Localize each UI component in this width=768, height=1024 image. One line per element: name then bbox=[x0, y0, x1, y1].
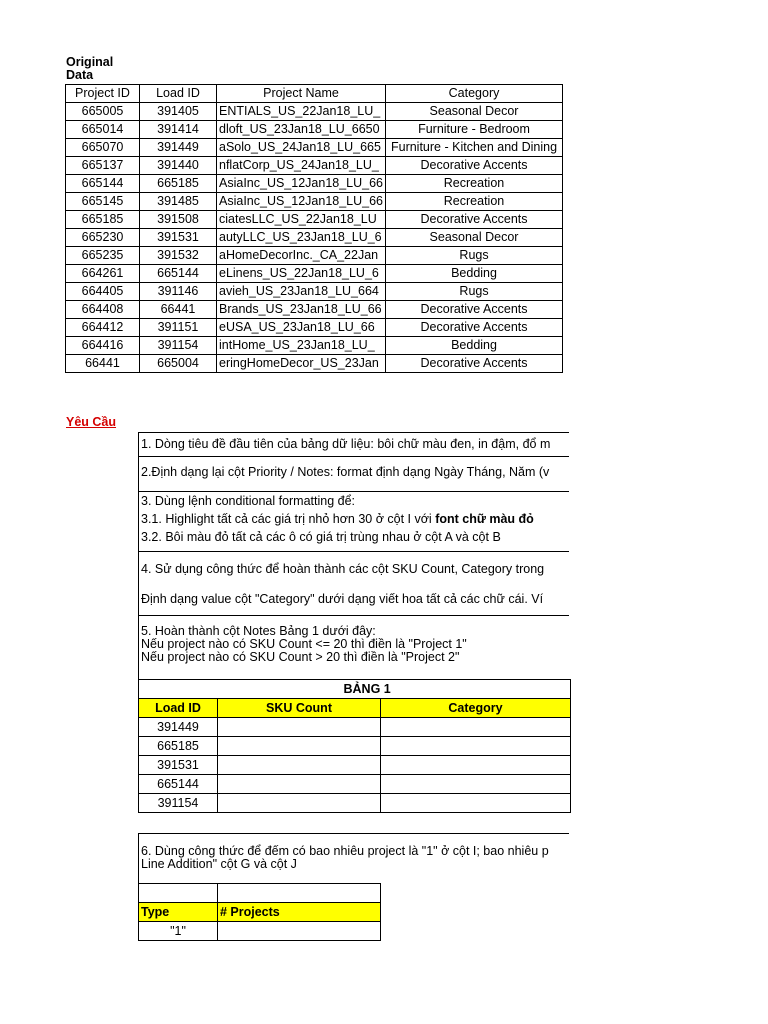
project-name-text: autyLLC_US_23Jan18_LU_6 bbox=[219, 230, 382, 244]
types-row bbox=[139, 922, 381, 941]
load-id-cell[interactable]: 391154 bbox=[140, 337, 217, 355]
types-table bbox=[138, 883, 381, 941]
project-name-cell[interactable] bbox=[217, 121, 386, 139]
bang1-sku-count-cell[interactable] bbox=[218, 775, 381, 794]
category-cell[interactable]: Rugs bbox=[386, 283, 563, 301]
load-id-cell[interactable]: 66441 bbox=[140, 301, 217, 319]
requirement-3-1-text: 3.1. Highlight tất cả các giá trị nhỏ hơn 30 ở cột I với font chữ màu đỏ bbox=[141, 512, 534, 526]
requirement-5-cell[interactable] bbox=[138, 615, 569, 680]
types-header-row bbox=[139, 903, 381, 922]
load-id-cell[interactable]: 391405 bbox=[140, 103, 217, 121]
table-row bbox=[66, 229, 563, 247]
requirement-1-text: 1. Dòng tiêu đề đầu tiên của bảng dữ liệu: bôi chữ màu đen, in đậm, đổ m bbox=[141, 437, 551, 451]
project-id-cell[interactable]: 66441 bbox=[66, 355, 140, 373]
requirement-4-cell[interactable] bbox=[138, 551, 569, 616]
table-row bbox=[66, 301, 563, 319]
requirement-4-text: 4. Sử dụng công thức để hoàn thành các cột SKU Count, Category trong bbox=[141, 562, 545, 576]
requirement-3-1-bold: font chữ màu đỏ bbox=[435, 512, 534, 526]
project-id-cell[interactable]: 665144 bbox=[66, 175, 140, 193]
project-name-cell[interactable] bbox=[217, 337, 386, 355]
load-id-cell[interactable]: 391508 bbox=[140, 211, 217, 229]
table-row bbox=[66, 193, 563, 211]
bang1-category-cell[interactable] bbox=[381, 718, 571, 737]
load-id-cell[interactable]: 391414 bbox=[140, 121, 217, 139]
bang1-row bbox=[139, 756, 571, 775]
load-id-cell[interactable]: 391151 bbox=[140, 319, 217, 337]
requirement-3-2-text: 3.2. Bôi màu đỏ tất cả các ô có giá trị trùng nhau ở cột A và cột B bbox=[141, 530, 501, 544]
project-id-cell[interactable]: 664416 bbox=[66, 337, 140, 355]
category-cell[interactable]: Seasonal Decor bbox=[386, 103, 563, 121]
original-header-row bbox=[66, 85, 563, 103]
load-id-cell[interactable]: 391485 bbox=[140, 193, 217, 211]
project-name-text: ciatesLLC_US_22Jan18_LU bbox=[219, 212, 377, 226]
project-name-cell[interactable] bbox=[217, 139, 386, 157]
table-row bbox=[66, 139, 563, 157]
bang1-title[interactable]: BẢNG 1 bbox=[218, 680, 571, 699]
table-row bbox=[66, 247, 563, 265]
original-data-label bbox=[66, 56, 113, 82]
bang1-header-row bbox=[139, 699, 571, 718]
requirement-6-cell[interactable] bbox=[138, 833, 569, 884]
requirement-1-cell[interactable] bbox=[138, 432, 569, 457]
bang1-header-load-id[interactable]: Load ID bbox=[139, 699, 218, 718]
table-row bbox=[66, 121, 563, 139]
project-name-cell[interactable] bbox=[217, 193, 386, 211]
project-name-cell[interactable] bbox=[217, 211, 386, 229]
bang1-title-row bbox=[139, 680, 571, 699]
types-blank-row bbox=[139, 884, 381, 903]
project-name-text: Brands_US_23Jan18_LU_66 bbox=[219, 302, 382, 316]
project-name-text: eUSA_US_23Jan18_LU_66 bbox=[219, 320, 375, 334]
category-cell[interactable]: Furniture - Bedroom bbox=[386, 121, 563, 139]
bang1-sku-count-cell[interactable] bbox=[218, 794, 381, 813]
types-type-cell[interactable]: "1" bbox=[139, 922, 218, 941]
bang1-load-id-cell[interactable]: 665144 bbox=[139, 775, 218, 794]
category-cell[interactable]: Decorative Accents bbox=[386, 319, 563, 337]
category-cell[interactable]: Decorative Accents bbox=[386, 157, 563, 175]
requirement-3-text: 3. Dùng lệnh conditional formatting để: bbox=[141, 494, 356, 508]
load-id-cell[interactable]: 391532 bbox=[140, 247, 217, 265]
project-id-cell[interactable]: 664408 bbox=[66, 301, 140, 319]
bang1-sku-count-cell[interactable] bbox=[218, 718, 381, 737]
bang1-row bbox=[139, 718, 571, 737]
types-blank-cell-a[interactable] bbox=[139, 884, 218, 903]
requirement-3-cell[interactable] bbox=[138, 491, 569, 552]
table-row bbox=[66, 319, 563, 337]
requirement-6-text: 6. Dùng công thức để đếm có bao nhiêu project là "1" ở cột I; bao nhiêu p bbox=[141, 844, 549, 858]
types-header-type[interactable]: Type bbox=[139, 903, 218, 922]
table-row bbox=[66, 211, 563, 229]
project-name-cell[interactable] bbox=[217, 247, 386, 265]
types-projects-cell[interactable] bbox=[218, 922, 381, 941]
project-id-cell[interactable]: 665137 bbox=[66, 157, 140, 175]
bang1-title-spacer[interactable] bbox=[139, 680, 218, 699]
category-cell[interactable]: Recreation bbox=[386, 175, 563, 193]
load-id-cell[interactable]: 665004 bbox=[140, 355, 217, 373]
project-name-text: ENTIALS_US_22Jan18_LU_ bbox=[219, 104, 381, 118]
project-name-cell[interactable] bbox=[217, 175, 386, 193]
project-name-cell[interactable] bbox=[217, 283, 386, 301]
project-id-cell[interactable]: 664412 bbox=[66, 319, 140, 337]
requirement-6-text-b: Line Addition" cột G và cột J bbox=[141, 857, 297, 871]
category-cell[interactable]: Seasonal Decor bbox=[386, 229, 563, 247]
table-row bbox=[66, 355, 563, 373]
table-row bbox=[66, 157, 563, 175]
project-name-cell[interactable] bbox=[217, 265, 386, 283]
category-cell[interactable]: Bedding bbox=[386, 337, 563, 355]
category-cell[interactable]: Decorative Accents bbox=[386, 211, 563, 229]
requirement-5-condition-a: Nếu project nào có SKU Count <= 20 thì điền là "Project 1" bbox=[141, 637, 467, 651]
requirement-2-cell[interactable] bbox=[138, 456, 569, 492]
load-id-cell[interactable]: 391531 bbox=[140, 229, 217, 247]
bang1-row bbox=[139, 737, 571, 756]
project-name-text: AsiaInc_US_12Jan18_LU_66 bbox=[219, 194, 384, 208]
bang1-category-cell[interactable] bbox=[381, 794, 571, 813]
project-name-cell[interactable] bbox=[217, 355, 386, 373]
header-project-id[interactable]: Project ID bbox=[66, 85, 140, 103]
header-category[interactable]: Category bbox=[386, 85, 563, 103]
project-name-cell[interactable] bbox=[217, 157, 386, 175]
bang1-category-cell[interactable] bbox=[381, 775, 571, 794]
project-id-cell[interactable]: 665185 bbox=[66, 211, 140, 229]
project-name-text: AsiaInc_US_12Jan18_LU_66 bbox=[219, 176, 384, 190]
original-data-label-line2: Data bbox=[66, 68, 94, 82]
bang1-sku-count-cell[interactable] bbox=[218, 756, 381, 775]
requirement-5-condition-b: Nếu project nào có SKU Count > 20 thì điền là "Project 2" bbox=[141, 650, 460, 664]
types-blank-cell-b[interactable] bbox=[218, 884, 381, 903]
project-id-cell[interactable]: 665230 bbox=[66, 229, 140, 247]
project-name-cell[interactable] bbox=[217, 103, 386, 121]
table-row bbox=[66, 283, 563, 301]
bang1-category-cell[interactable] bbox=[381, 737, 571, 756]
original-data-table bbox=[65, 84, 563, 373]
project-id-cell[interactable]: 664405 bbox=[66, 283, 140, 301]
project-name-text: dloft_US_23Jan18_LU_6650 bbox=[219, 122, 380, 136]
project-name-text: aSolo_US_24Jan18_LU_665 bbox=[219, 140, 381, 154]
table-row bbox=[66, 103, 563, 121]
category-cell[interactable]: Decorative Accents bbox=[386, 355, 563, 373]
table-row bbox=[66, 337, 563, 355]
category-cell[interactable]: Decorative Accents bbox=[386, 301, 563, 319]
bang1-header-sku-count[interactable]: SKU Count bbox=[218, 699, 381, 718]
category-cell[interactable]: Furniture - Kitchen and Dining bbox=[386, 139, 563, 157]
project-name-text: eLinens_US_22Jan18_LU_6 bbox=[219, 266, 379, 280]
project-name-cell[interactable] bbox=[217, 229, 386, 247]
bang1-category-cell[interactable] bbox=[381, 756, 571, 775]
category-cell[interactable]: Recreation bbox=[386, 193, 563, 211]
load-id-cell[interactable]: 665144 bbox=[140, 265, 217, 283]
requirements-title: Yêu Cầu bbox=[66, 415, 117, 429]
bang1-load-id-cell[interactable]: 391154 bbox=[139, 794, 218, 813]
project-name-text: eringHomeDecor_US_23Jan bbox=[219, 356, 379, 370]
requirement-4-note: Định dạng value cột "Category" dưới dạng viết hoa tất cả các chữ cái. Ví bbox=[141, 592, 544, 606]
category-cell[interactable]: Bedding bbox=[386, 265, 563, 283]
project-name-cell[interactable] bbox=[217, 301, 386, 319]
project-name-text: aHomeDecorInc._CA_22Jan bbox=[219, 248, 379, 262]
bang1-load-id-cell[interactable]: 665185 bbox=[139, 737, 218, 756]
bang1-header-category[interactable]: Category bbox=[381, 699, 571, 718]
table-row bbox=[66, 265, 563, 283]
bang1-table bbox=[138, 679, 571, 813]
header-load-id[interactable]: Load ID bbox=[140, 85, 217, 103]
project-id-cell[interactable]: 665005 bbox=[66, 103, 140, 121]
project-id-cell[interactable]: 665014 bbox=[66, 121, 140, 139]
project-name-text: avieh_US_23Jan18_LU_664 bbox=[219, 284, 379, 298]
load-id-cell[interactable]: 665185 bbox=[140, 175, 217, 193]
project-id-cell[interactable]: 665145 bbox=[66, 193, 140, 211]
project-name-text: intHome_US_23Jan18_LU_ bbox=[219, 338, 375, 352]
load-id-cell[interactable]: 391449 bbox=[140, 139, 217, 157]
project-name-text: nflatCorp_US_24Jan18_LU_ bbox=[219, 158, 379, 172]
original-data-label-line1: Original bbox=[66, 55, 114, 69]
bang1-row bbox=[139, 775, 571, 794]
bang1-sku-count-cell[interactable] bbox=[218, 737, 381, 756]
bang1-load-id-cell[interactable]: 391449 bbox=[139, 718, 218, 737]
header-project-name[interactable]: Project Name bbox=[217, 85, 386, 103]
requirement-5-text: 5. Hoàn thành cột Notes Bảng 1 dưới đây: bbox=[141, 624, 376, 638]
load-id-cell[interactable]: 391146 bbox=[140, 283, 217, 301]
project-name-cell[interactable] bbox=[217, 319, 386, 337]
project-id-cell[interactable]: 665235 bbox=[66, 247, 140, 265]
load-id-cell[interactable]: 391440 bbox=[140, 157, 217, 175]
types-header-projects[interactable]: # Projects bbox=[218, 903, 381, 922]
bang1-row bbox=[139, 794, 571, 813]
project-id-cell[interactable]: 665070 bbox=[66, 139, 140, 157]
project-id-cell[interactable]: 664261 bbox=[66, 265, 140, 283]
table-row bbox=[66, 175, 563, 193]
bang1-load-id-cell[interactable]: 391531 bbox=[139, 756, 218, 775]
category-cell[interactable]: Rugs bbox=[386, 247, 563, 265]
requirement-2-text: 2.Định dạng lại cột Priority / Notes: format định dạng Ngày Tháng, Năm (v bbox=[141, 465, 550, 479]
